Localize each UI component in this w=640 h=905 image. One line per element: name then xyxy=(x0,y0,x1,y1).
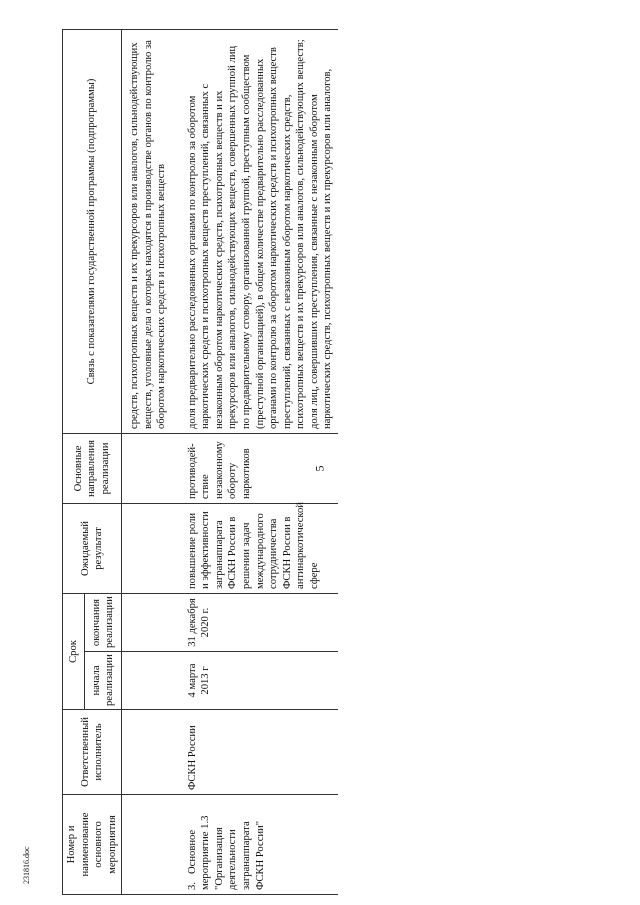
row-directions: противодей-ствие незаконному обороту наркотиков xyxy=(183,434,338,504)
row-link: доля предварительно расследованных органами по контролю за оборотом наркотических средств и психотропных веществ преступлений, связанных с незаконным оборотом наркотических средств, психотропных веществ и их прекурсоров или аналогов, сильнодействующих веществ, совершенных группой лиц по предварительному сговору, организованной группой, преступным сообществом (преступной организацией), в общем количестве предварительно расследованных органами по контролю за оборотом наркотических средств и психотропных веществ преступлений, связанных с незаконным оборотом наркотических средств, психотропных веществ и их прекурсоров или аналогов, сильнодействующих веществ; доля лиц, совершивших преступления, связанные с незаконным оборотом наркотических средств, психотропных веществ и их прекурсоров или аналогов, xyxy=(183,30,338,434)
header-directions: Основные направления реализации xyxy=(63,434,122,504)
header-term: Срок xyxy=(63,594,85,710)
continuation-link-text: средств, психотропных веществ и их прекурсоров или аналогов, сильнодействующих веществ, уголовные дела о которых находятся в производстве органов по контролю за оборотом наркотических средств и психотропных веществ xyxy=(122,30,183,434)
document-id: 231816.doc xyxy=(22,846,31,884)
header-number-name: Номер и наименование основного мероприятия xyxy=(63,795,122,895)
header-result: Ожидаемый результат xyxy=(63,504,122,594)
row-number: 3. xyxy=(186,882,198,890)
program-table xyxy=(62,29,338,895)
header-executor: Ответственный исполнитель xyxy=(63,710,122,795)
page-number: 5 xyxy=(312,465,327,472)
rotated-table-sheet xyxy=(62,30,632,895)
row-end: 31 декабря 2020 г. xyxy=(183,594,338,652)
header-link: Связь с показателями государственной программы (подпрограммы) xyxy=(63,30,122,434)
row-result: повышение роли и эффективности загранаппарата ФСКН России в решении задач международного сотрудничества ФСКН России в антинаркотической сфере xyxy=(183,504,338,594)
row-number-name xyxy=(183,795,338,895)
row-name: Основное мероприятие 1.3 "Организация деятельности загранаппарата ФСКН России" xyxy=(186,815,266,890)
continuation-row xyxy=(122,30,183,895)
row-start: 4 марта 2013 г xyxy=(183,652,338,710)
row-executor: ФСКН России xyxy=(183,710,338,795)
table-row xyxy=(183,30,338,895)
header-end: окончания реализации xyxy=(85,594,122,652)
header-start: начала реализации xyxy=(85,652,122,710)
